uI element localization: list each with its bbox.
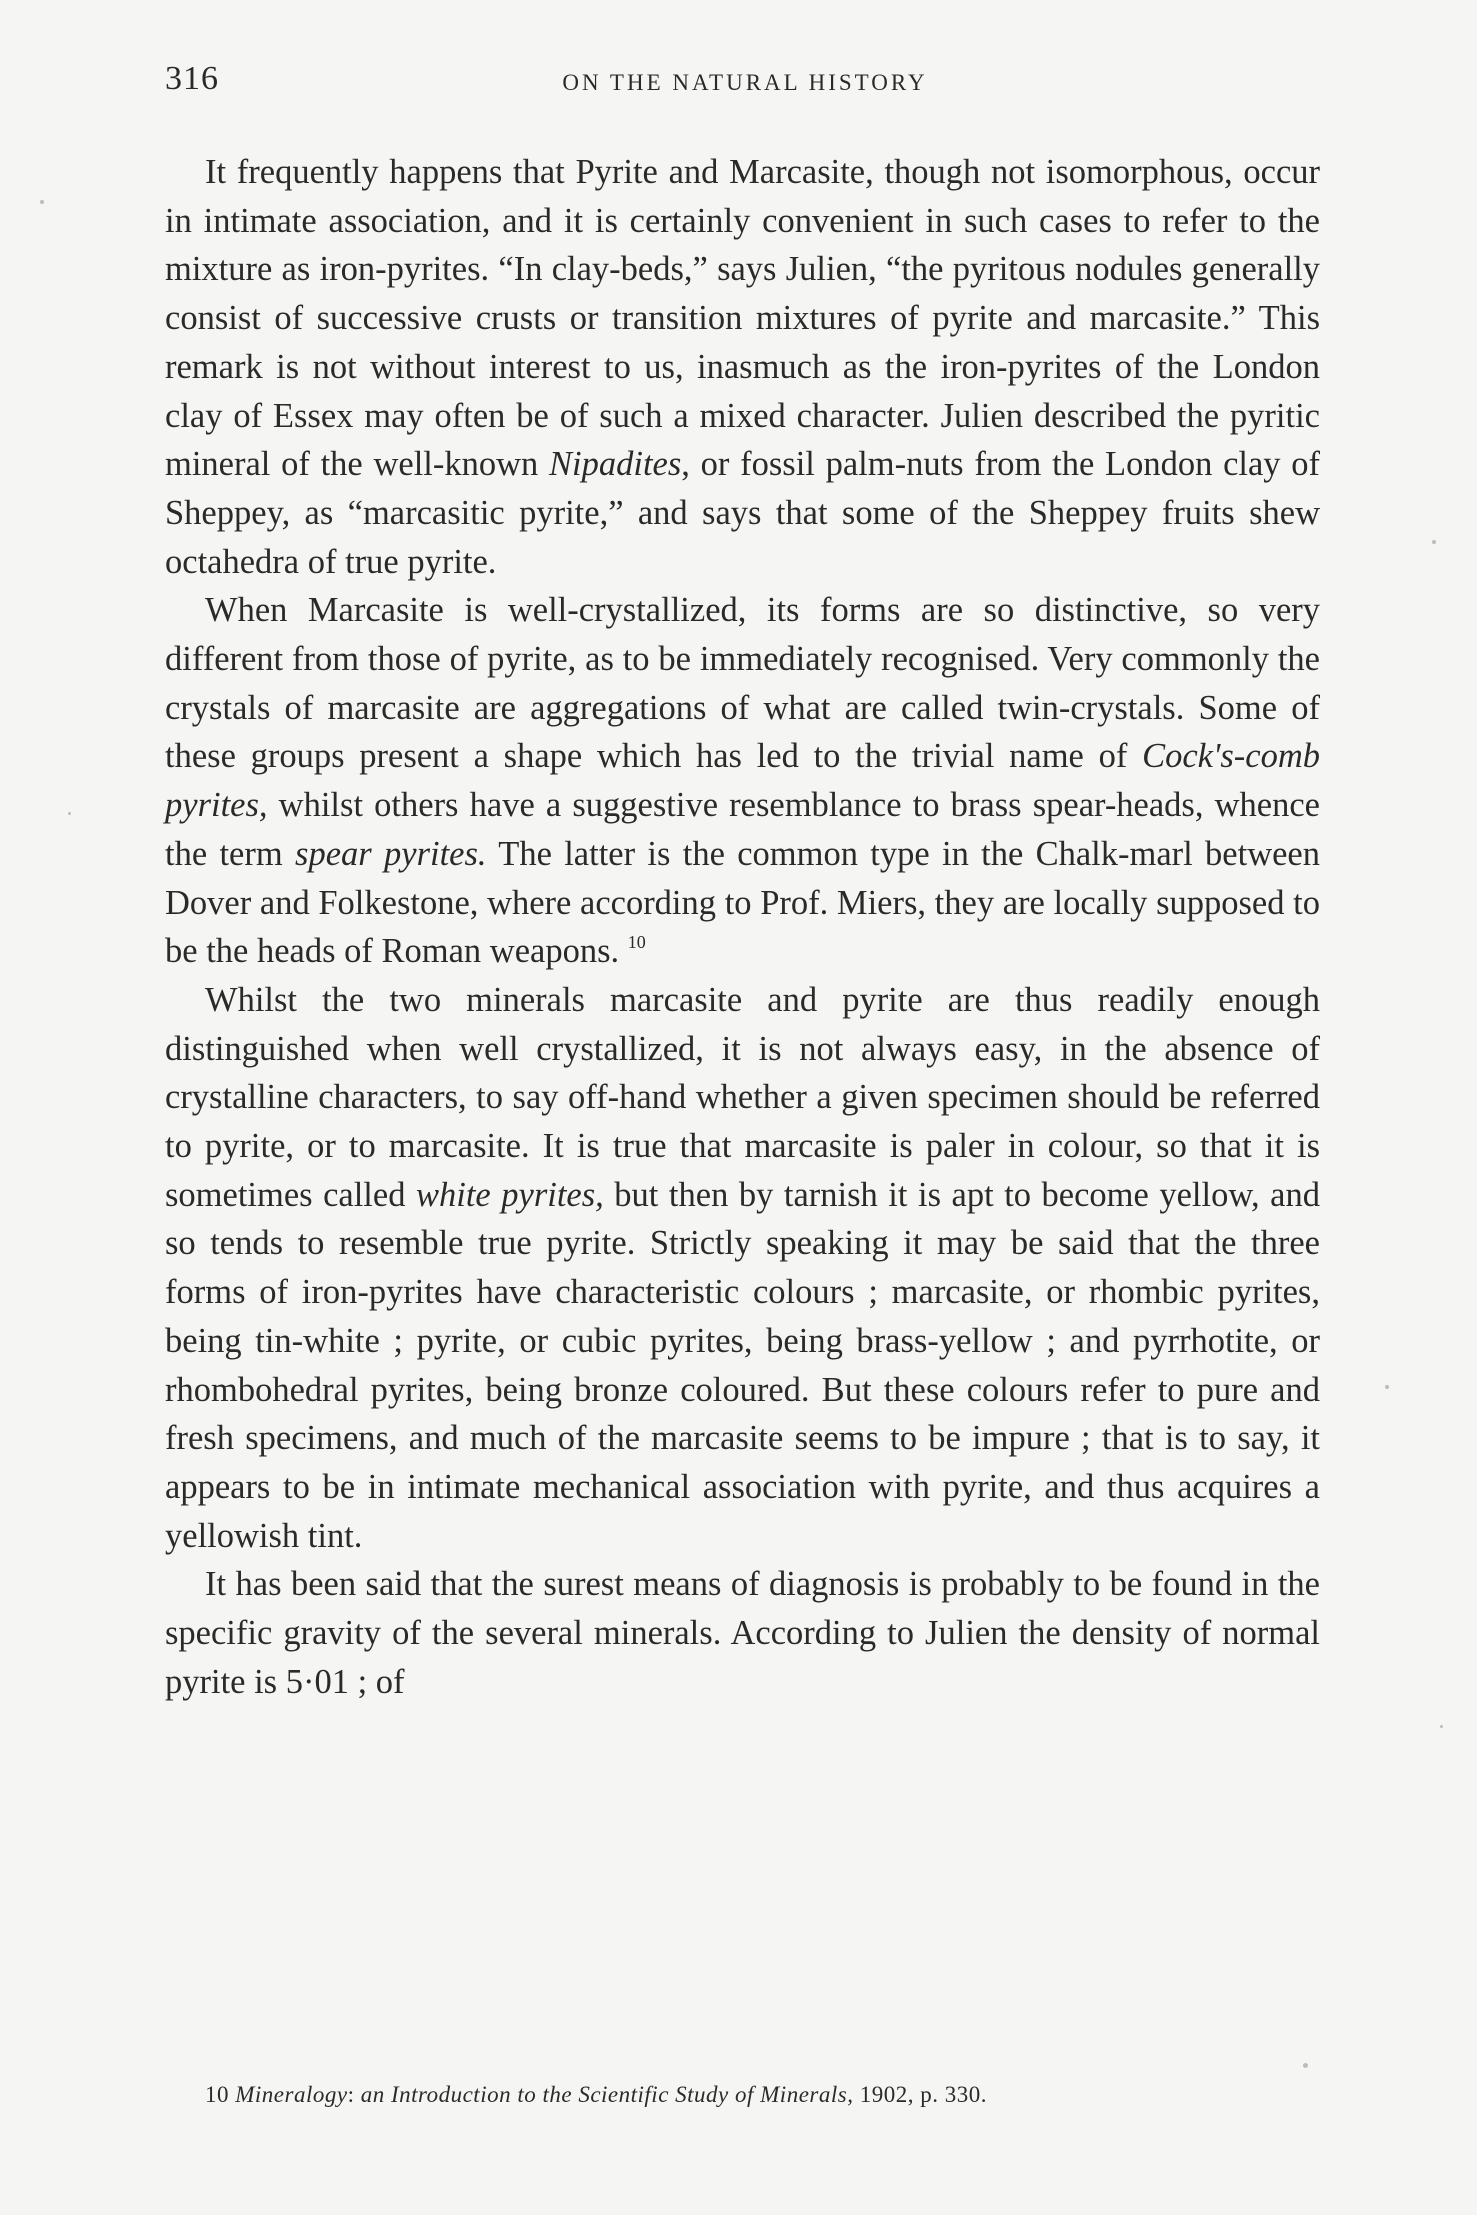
paragraph-3-text-c: but then by tarnish it is apt to become yellow, and so tends to resemble true pyrite. Strictly speaking it may be said that the three forms of iron-pyrites have characteristic colours ; marcasite, or rhombic pyrites, being tin-white ; pyrite, or cubic pyrites, being brass-yellow ; and pyrrhotite, or rhombohedral pyrites, being bronze coloured. But these colours refer to pure and fresh specimens, and much of the marcasite seems to be impure ; that is to say, it appears to be in intimate mechanical association with pyrite, and thus acquires a yellowish tint. (165, 1175, 1320, 1555)
page-number: 316 (165, 60, 219, 97)
paper-speck (1385, 1385, 1389, 1389)
footnote-citation: 1902, p. 330. (859, 2082, 987, 2107)
footnote-number: 10 (205, 2082, 229, 2107)
running-head: ON THE NATURAL HISTORY (562, 70, 928, 95)
footnote-colon: : (347, 2082, 355, 2107)
paragraph-1-text-a: It frequently happens that Pyrite and Marcasite, though not isomorphous, occur in intimate association, and it is certainly convenient in such cases to refer to the mixture as iron-pyrites. “In clay-beds,” says Julien, “the pyritous nodules generally consist of successive crusts or transition mixtures of pyrite and marcasite.” This remark is not without interest to us, inasmuch as the iron-pyrites of the London clay of Essex may often be of such a mixed character. Julien described the pyritic mineral of the well-known (165, 153, 1320, 484)
paragraph-2-text-e: The latter is the common type in the Chalk-marl between Dover and Folkestone, where according to Prof. Miers, they are locally supposed to be the heads of Roman weapons. (165, 834, 1320, 971)
paragraph-2-text-c: whilst others have a suggestive resemblance to brass spear-heads, whence the term (165, 786, 1320, 873)
paper-speck (68, 812, 71, 815)
paper-speck (1432, 540, 1436, 544)
paragraph-2-text-a: When Marcasite is well-crystallized, its forms are so distinctive, so very different from those of pyrite, as to be immediately recognised. Very commonly the crystals of marcasite are aggregations of what are called twin-crystals. Some of these groups present a shape which has led to the trivial name of (165, 591, 1320, 776)
paper-speck (1440, 1725, 1443, 1728)
paragraph-3-italic-white-pyrites: white pyrites, (415, 1175, 604, 1214)
footnote-reference: 10 (627, 932, 646, 953)
paragraph-4 (165, 1560, 1320, 1706)
paper-speck (1303, 2063, 1308, 2068)
page-header (165, 60, 1325, 110)
paragraph-3 (165, 976, 1320, 1560)
footnote-title: Mineralogy (235, 2082, 348, 2107)
paragraph-3-text-a: Whilst the two minerals marcasite and pyrite are thus readily enough distinguished when well crystallized, it is not always easy, in the absence of crystalline characters, to say off-hand whether a given specimen should be referred to pyrite, or to marcasite. It is true that marcasite is paler in colour, so that it is sometimes called (165, 980, 1320, 1214)
paragraph-1-italic-nipadites: Nipadites (549, 445, 682, 484)
paper-speck (40, 200, 44, 204)
paragraph-1-text-c: , or fossil palm-nuts from the London clay of Sheppey, as “marcasitic pyrite,” and says that some of the Sheppey fruits shew octahedra of true pyrite. (165, 445, 1321, 581)
paragraph-1 (165, 148, 1320, 586)
footnote-subtitle: an Introduction to the Scientific Study of Minerals, (360, 2082, 854, 2107)
footnote (205, 2082, 1325, 2108)
paragraph-4-text-a: It has been said that the surest means of diagnosis is probably to be found in the specific gravity of the several minerals. According to Julien the density of normal pyrite is 5·01 ; of (165, 1565, 1320, 1701)
paragraph-2-italic-cockscomb: Cock's-comb pyrites, (165, 737, 1320, 825)
paragraph-2 (165, 586, 1320, 976)
paragraph-2-italic-spear-pyrites: spear pyrites. (295, 834, 487, 873)
body-text (165, 148, 1320, 1707)
